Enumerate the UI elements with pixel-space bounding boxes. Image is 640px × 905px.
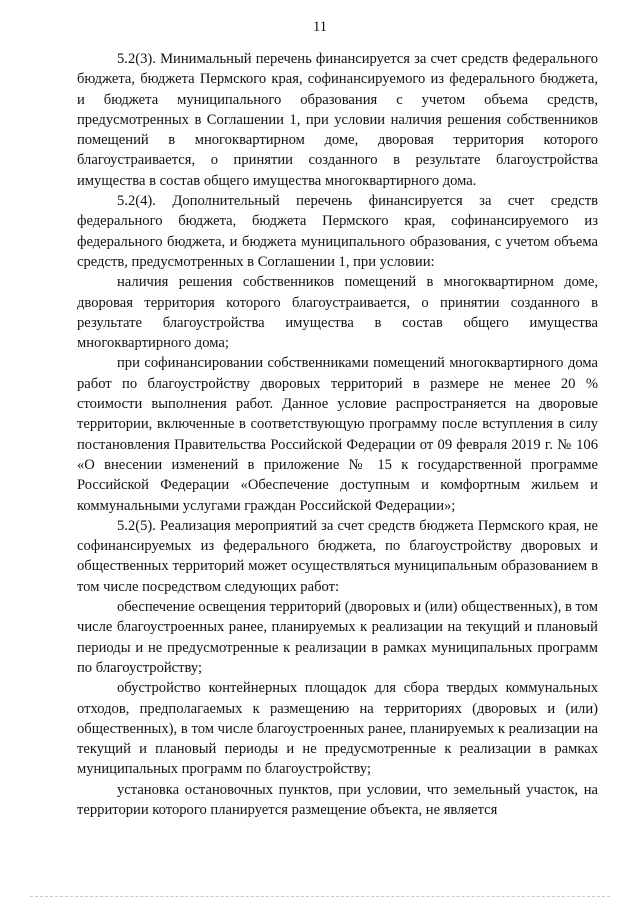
- page-number: 11: [313, 19, 327, 35]
- paragraph-lighting: обеспечение освещения территорий (дворовых и (или) общественных), в том числе благоустроенных ранее, планируемых к реализации на текущий и плановый периоды и не предусмотренные к реализации в рамках муниципальных программ по благоустройству;: [77, 599, 598, 676]
- paragraph-bus-stops: установка остановочных пунктов, при условии, что земельный участок, на территории которого планируется размещение объекта, не является: [77, 781, 598, 818]
- paragraph-5-2-5: 5.2(5). Реализация мероприятий за счет средств бюджета Пермского края, не софинансируемых из федерального бюджета, по благоустройству дворовых и общественных территорий может осуществляться муниципальным образованием в том числе посредством следующих работ:: [77, 517, 598, 595]
- document-body: [77, 49, 598, 820]
- paragraph-condition-decision: наличия решения собственников помещений в многоквартирном доме, дворовая территория которого благоустраивается, о принятии созданного в результате благоустройства имущества в состав общего имущества многоквартирного дома;: [77, 274, 598, 352]
- paragraph-5-2-4: 5.2(4). Дополнительный перечень финансируется за счет средств федерального бюджета, бюджета Пермского края, софинансируемого из федерального бюджета, и бюджета муниципального образования, с учетом объема средств, предусмотренных в Соглашении 1, при условии:: [77, 193, 598, 270]
- paragraph-condition-cofinancing: при софинансировании собственниками помещений многоквартирного дома работ по благоустройству дворовых территорий в размере не менее 20 % стоимости выполнения работ. Данное условие распространяется на дворовые территории, включенные в соответствующую программу после вступления в силу постановления Правительства Российской Федерации от 09 февраля 2019 г. № 106 «О внесении изменений в приложение № 15 к государственной программе Российской Федерации «Обеспечение доступным и комфортным жильем и коммунальными услугами граждан Российской Федерации»;: [77, 355, 598, 514]
- paragraph-5-2-3: 5.2(3). Минимальный перечень финансируется за счет средств федерального бюджета, бюджета Пермского края, софинансируемого из федерального бюджета, и бюджета муниципального образования с учетом объема средств, предусмотренных в Соглашении 1, при условии наличия решения собственников помещений в многоквартирном доме, дворовая территория которого благоустраивается, о принятии созданного в результате благоустройства имущества в состав общего имущества многоквартирного дома.: [77, 51, 598, 189]
- scan-edge-divider: [30, 896, 610, 897]
- paragraph-container-sites: обустройство контейнерных площадок для сбора твердых коммунальных отходов, предполагаемых к размещению на территориях (дворовых и (или) общественных), в том числе благоустроенных ранее, планируемых к реализации на текущий и плановый периоды и не предусмотренные к реализации в рамках муниципальных программ по благоустройству;: [77, 680, 598, 778]
